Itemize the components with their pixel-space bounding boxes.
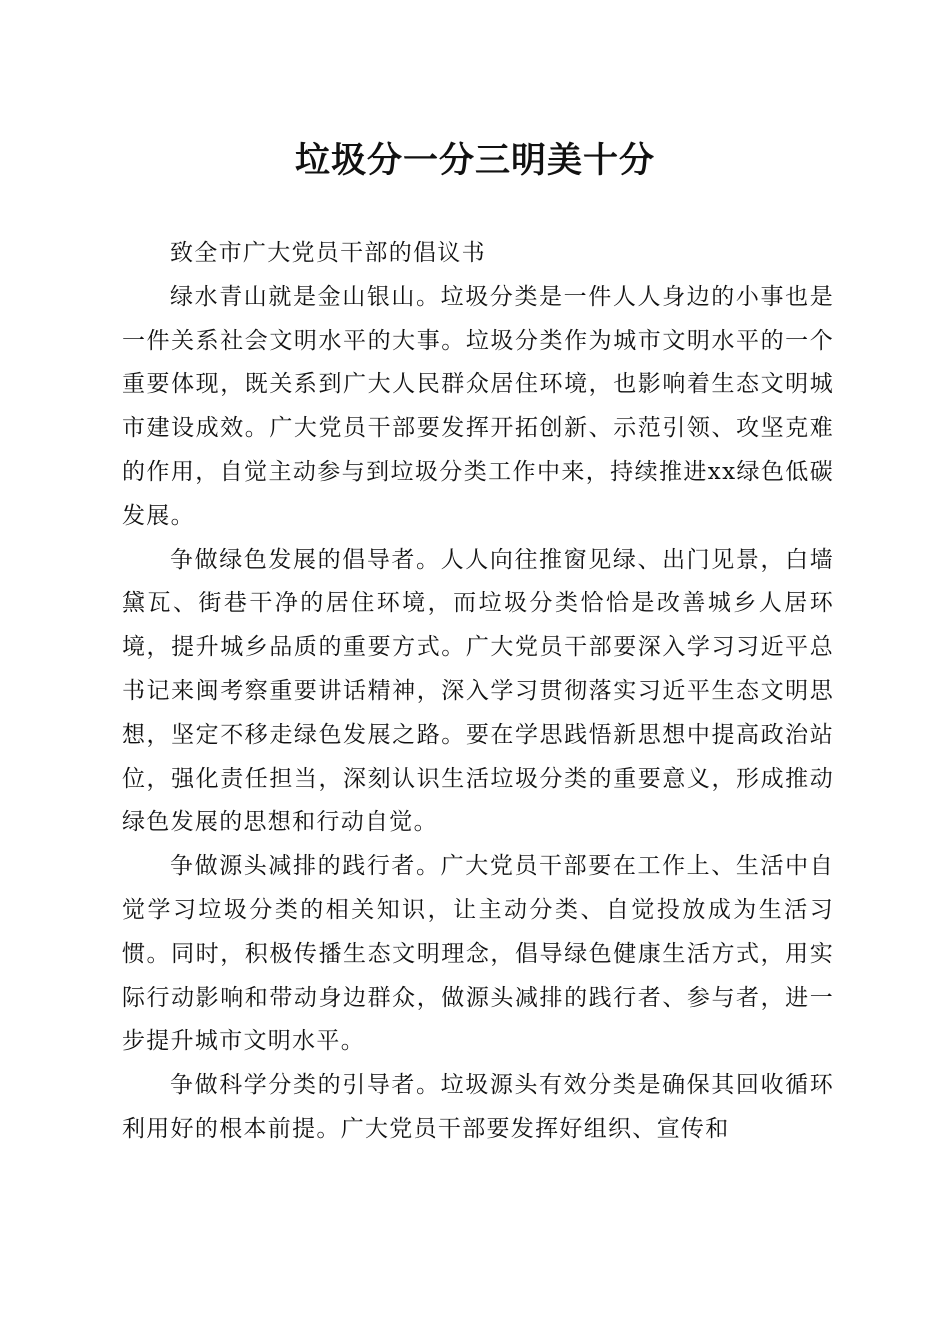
paragraph-source-reduction: 争做源头减排的践行者。广大党员干部要在工作上、生活中自觉学习垃圾分类的相关知识，让主动分类、自觉投放成为生活习惯。同时，积极传播生态文明理念，倡导绿色健康生活方式，用实际行动影响和带动身边群众，做源头减排的践行者、参与者，进一步提升城市文明水平。 bbox=[122, 853, 834, 1055]
document-body bbox=[122, 232, 834, 1152]
document-title: 垃圾分一分三明美十分 bbox=[294, 140, 655, 181]
salutation-line: 致全市广大党员干部的倡议书 bbox=[170, 240, 486, 266]
paragraph-scientific-sorting: 争做科学分类的引导者。垃圾源头有效分类是确保其回收循环利用好的根本前提。广大党员干部要发挥好组织、宣传和 bbox=[122, 1072, 834, 1142]
paragraph-green-development: 争做绿色发展的倡导者。人人向往推窗见绿、出门见景，白墙黛瓦、街巷干净的居住环境，而垃圾分类恰恰是改善城乡人居环境，提升城乡品质的重要方式。广大党员干部要深入学习习近平总书记来闽考察重要讲话精神，深入学习贯彻落实习近平生态文明思想，坚定不移走绿色发展之路。要在学思践悟新思想中提高政治站位，强化责任担当，深刻认识生活垃圾分类的重要意义，形成推动绿色发展的思想和行动自觉。 bbox=[122, 546, 834, 836]
paragraph-intro: 绿水青山就是金山银山。垃圾分类是一件人人身边的小事也是一件关系社会文明水平的大事。垃圾分类作为城市文明水平的一个重要体现，既关系到广大人民群众居住环境，也影响着生态文明城市建设成效。广大党员干部要发挥开拓创新、示范引领、攻坚克难的作用，自觉主动参与到垃圾分类工作中来，持续推进xx绿色低碳发展。 bbox=[122, 283, 834, 529]
